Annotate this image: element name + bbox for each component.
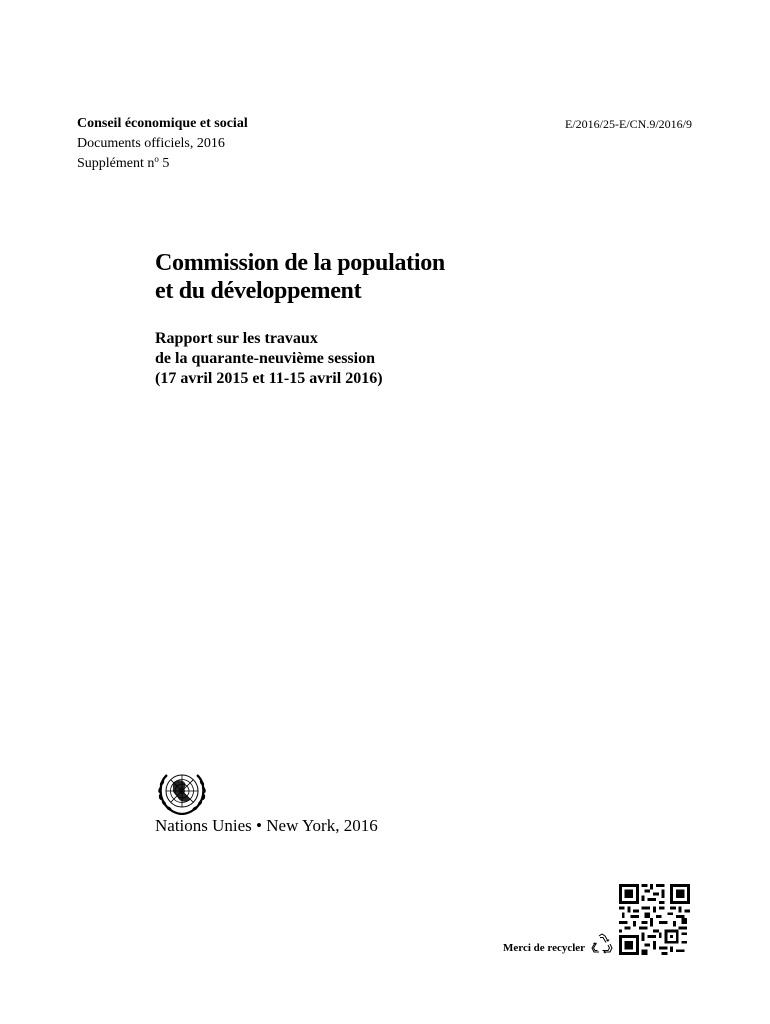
recycle-icon	[590, 932, 614, 956]
supplement-ordinal: o	[154, 154, 159, 164]
title-line-1: Commission de la population	[155, 250, 445, 276]
page-title	[155, 249, 445, 305]
supplement-prefix: Supplément n	[77, 156, 155, 171]
title-line-2: et du développement	[155, 278, 362, 304]
qr-code	[619, 884, 690, 955]
official-records: Documents officiels, 2016	[77, 136, 225, 151]
document-header	[77, 114, 248, 174]
organ-name: Conseil économique et social	[77, 116, 248, 131]
recycle-notice: Merci de recycler	[503, 942, 586, 954]
supplement-value: 5	[158, 156, 170, 171]
report-subtitle	[155, 329, 383, 389]
un-emblem-icon	[154, 770, 210, 815]
subtitle-line-1: Rapport sur les travaux	[155, 330, 318, 347]
subtitle-line-3: (17 avril 2015 et 11-15 avril 2016)	[155, 370, 383, 387]
subtitle-line-2: de la quarante-neuvième session	[155, 350, 375, 367]
publisher-line: Nations Unies • New York, 2016	[155, 816, 378, 835]
supplement-number	[77, 154, 248, 174]
document-symbol: E/2016/25-E/CN.9/2016/9	[565, 117, 692, 131]
